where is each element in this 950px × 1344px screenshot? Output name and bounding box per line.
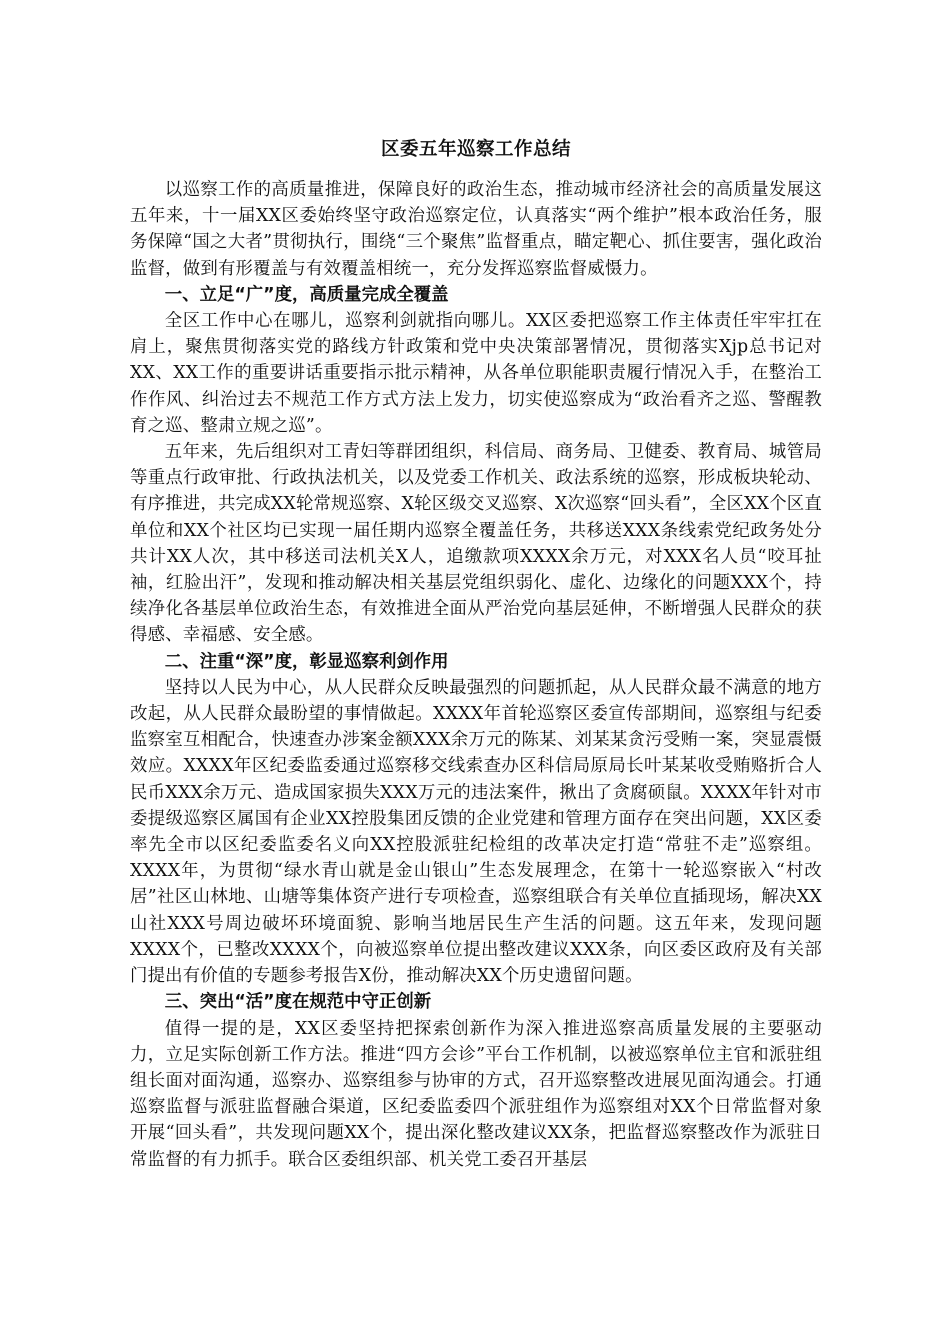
section-1-paragraph-2: 五年来，先后组织对工青妇等群团组织，科信局、商务局、卫健委、教育局、城管局等重点行政审批、行政执法机关，以及党委工作机关、政法系统的巡察，形成板块轮动、有序推进，共完成XX轮常规巡察、X轮区级交叉巡察、X次巡察“回头看”，全区XX个区直单位和XX个社区均已实现一届任期内巡察全覆盖任务，共移送XXX条线索党纪政务处分共计XX人次，其中移送司法机关X人，追缴款项XXXX余万元，对XXX名人员“咬耳扯袖，红脸出汗”，发现和推动解决相关基层党组织弱化、虚化、边缘化的问题XXX个，持续净化各基层单位政治生态，有效推进全面从严治党向基层延伸，不断增强人民群众的获得感、幸福感、安全感。 xyxy=(130,442,822,646)
document-title: 区委五年巡察工作总结 xyxy=(380,139,571,160)
section-1-heading: 一、立足“广”度，高质量完成全覆盖 xyxy=(164,284,449,305)
section-3-heading: 三、突出“活”度在规范中守正创新 xyxy=(164,992,432,1013)
section-1-paragraph-1: 全区工作中心在哪儿，巡察利剑就指向哪儿。XX区委把巡察工作主体责任牢牢扛在肩上，聚焦贯彻落实党的路线方针政策和党中央决策部署情况，贯彻落实Xjp总书记对XX、XX工作的重要讲话重要指示批示精神，从各单位职能职责履行情况入手，在整治工作作风、纠治过去不规范工作方式方法上发力，切实使巡察成为“政治看齐之巡、警醒教育之巡、整肃立规之巡”。 xyxy=(130,311,822,436)
section-3-paragraph-1: 值得一提的是，XX区委坚持把探索创新作为深入推进巡察高质量发展的主要驱动力，立足实际创新工作方法。推进“四方会诊”平台工作机制，以被巡察单位主官和派驻组组长面对面沟通，巡察办、巡察组参与协审的方式，召开巡察整改进展见面沟通会。打通巡察监督与派驻监督融合渠道，区纪委监委四个派驻组作为巡察组对XX个日常监督对象开展“回头看”，共发现问题XX个，提出深化整改建议XX条，把监督巡察整改作为派驻日常监督的有力抓手。联合区委组织部、机关党工委召开基层 xyxy=(130,1018,822,1170)
intro-paragraph: 以巡察工作的高质量推进，保障良好的政治生态，推动城市经济社会的高质量发展这五年来，十一届XX区委始终坚守政治巡察定位，认真落实“两个维护”根本政治任务，服务保障“国之大者”贯彻执行，围绕“三个聚焦”监督重点，瞄定靶心、抓住要害，强化政治监督，做到有形覆盖与有效覆盖相统一，充分发挥巡察监督威慑力。 xyxy=(130,180,822,279)
document-body xyxy=(130,137,822,1173)
section-2-heading: 二、注重“深”度，彰显巡察利剑作用 xyxy=(164,651,449,672)
section-2-paragraph-1: 坚持以人民为中心，从人民群众反映最强烈的问题抓起，从人民群众最不满意的地方改起，从人民群众最盼望的事情做起。XXXX年首轮巡察区委宣传部期间，巡察组与纪委监察室互相配合，快速查办涉案金额XXX余万元的陈某、刘某某贪污受贿一案，突显震慑效应。XXXX年区纪委监委通过巡察移交线索查办区科信局原局长叶某某收受贿赂折合人民币XXX余万元、造成国家损失XXX万元的违法案件，揪出了贪腐硕鼠。XXXX年针对市委提级巡察区属国有企业XX控股集团反馈的企业党建和管理方面存在突出问题，XX区委率先全市以区纪委监委名义向XX控股派驻纪检组的改革决定打造“常驻不走”巡察组。XXXX年，为贯彻“绿水青山就是金山银山”生态发展理念，在第十一轮巡察嵌入“村改居”社区山林地、山塘等集体资产进行专项检查，巡察组联合有关单位直插现场，解决XX山社XXX号周边破坏环境面貌、影响当地居民生产生活的问题。这五年来，发现问题XXXX个，已整改XXXX个，向被巡察单位提出整改建议XXX条，向区委区政府及有关部门提出有价值的专题参考报告X份，推动解决XX个历史遗留问题。 xyxy=(130,677,822,987)
